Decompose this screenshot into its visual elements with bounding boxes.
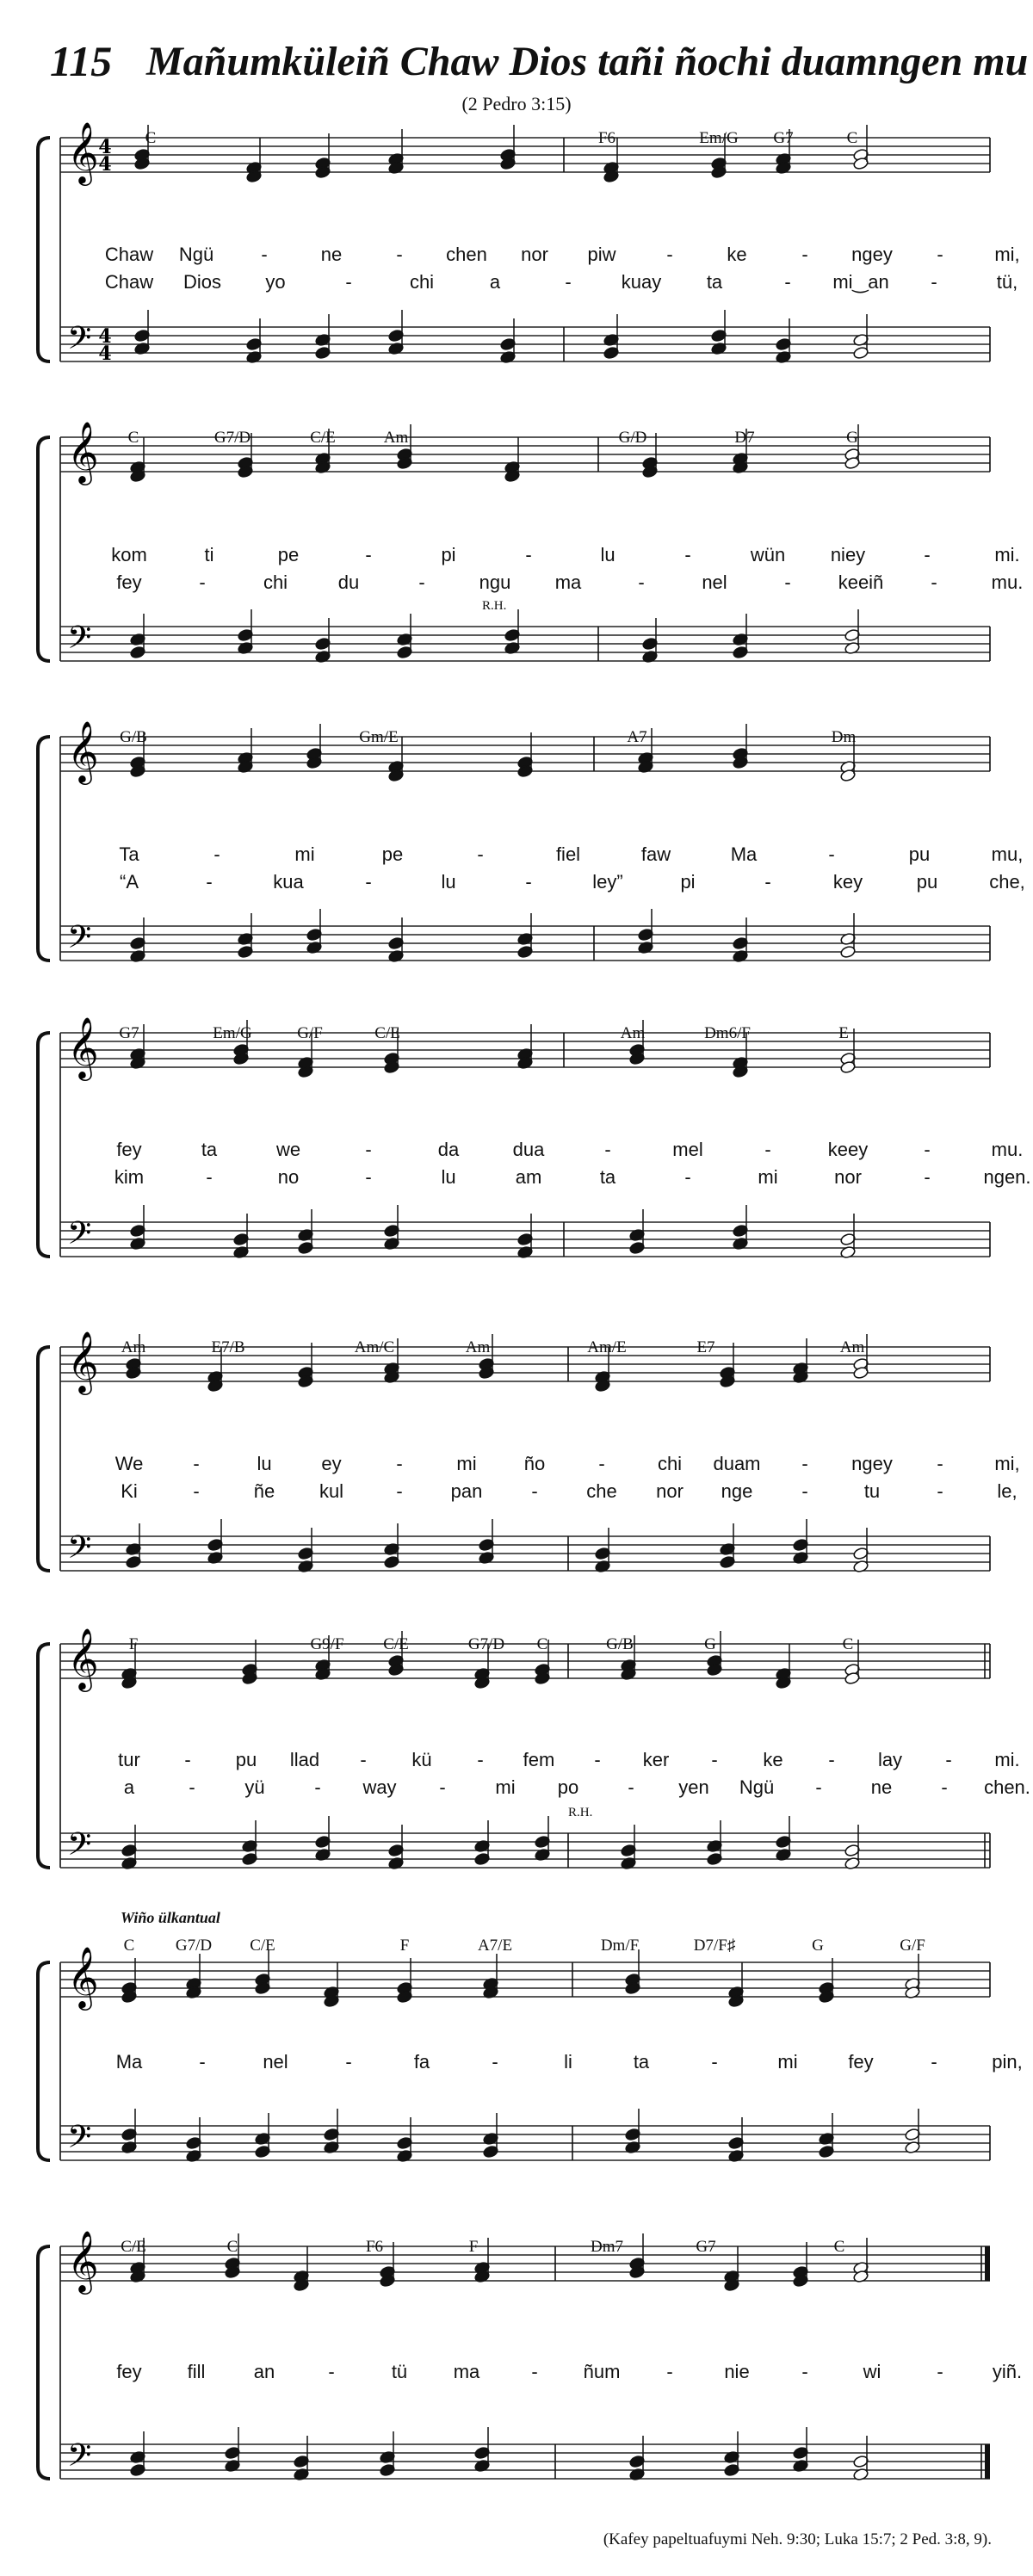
system-brace xyxy=(38,2246,50,2479)
chord-symbol: D7/F♯ xyxy=(693,1937,736,1955)
lyric-syllable: keeiñ xyxy=(838,571,884,593)
lyric-syllable: yiñ. xyxy=(992,2361,1023,2382)
intro-marking: Wiño ülkantual xyxy=(121,1909,220,1926)
chord-symbol: G xyxy=(846,429,858,447)
chord-symbol: C xyxy=(842,1635,854,1653)
lyric-syllable: - xyxy=(628,1776,634,1798)
lyric-syllable: - xyxy=(666,244,673,265)
footer-references: (Kafey papeltuafuymi Neh. 9:30; Luka 15:7; 2 Ped. 3:8, 9). xyxy=(603,2530,992,2548)
chord-symbol: G9/F xyxy=(310,1635,344,1653)
lyric-syllable: no xyxy=(277,1166,300,1188)
lyric-syllable: ma xyxy=(554,571,582,593)
lyric-syllable: - xyxy=(206,1166,213,1188)
lyric-syllable: Ki xyxy=(121,1480,138,1502)
lyric-syllable: ne xyxy=(320,244,343,265)
lyric-syllable: Dios xyxy=(182,271,222,293)
lyric-syllable: - xyxy=(531,1480,538,1502)
lyric-syllable: - xyxy=(314,1776,321,1798)
lyric-syllable: - xyxy=(206,871,213,893)
lyric-syllable: - xyxy=(365,544,372,565)
lyric-syllable: ngu xyxy=(479,571,511,593)
lyric-syllable: pe xyxy=(277,544,300,565)
lyric-syllable: - xyxy=(764,871,771,893)
lyric-syllable: ta xyxy=(633,2051,650,2073)
lyric-syllable: - xyxy=(828,843,835,865)
chord-symbol: E7 xyxy=(696,1338,715,1356)
lyric-syllable: - xyxy=(396,1480,403,1502)
lyric-syllable: mi xyxy=(495,1776,516,1798)
treble-clef-icon: 𝄞 xyxy=(67,1016,99,1078)
lyric-syllable: mi xyxy=(777,2051,798,2073)
lyric-syllable: chi xyxy=(657,1453,683,1474)
chord-symbol: G7 xyxy=(696,2238,716,2256)
lyric-syllable: ta xyxy=(599,1166,616,1188)
lyric-syllable: - xyxy=(565,271,572,293)
lyric-syllable: - xyxy=(684,544,691,565)
lyric-syllable: - xyxy=(184,1749,191,1770)
bass-clef-icon: 𝄢 xyxy=(67,620,92,664)
lyric-syllable: ño xyxy=(523,1453,546,1474)
lyric-syllable: lu xyxy=(257,1453,272,1474)
chord-symbol: G xyxy=(812,1937,824,1955)
lyric-syllable: - xyxy=(598,1453,605,1474)
chord-symbol: C/E xyxy=(310,429,336,447)
chord-symbol: G/F xyxy=(297,1024,323,1042)
lyric-syllable: ta xyxy=(706,271,723,293)
lyric-syllable: - xyxy=(924,544,931,565)
chord-symbol: C/E xyxy=(121,2238,146,2256)
lyric-syllable: Chaw xyxy=(104,271,154,293)
time-signature-bottom: 4 xyxy=(98,343,112,365)
lyric-syllable: ngey xyxy=(851,1453,893,1474)
lyric-syllable: - xyxy=(801,1453,808,1474)
lyric-syllable: - xyxy=(345,271,352,293)
chord-symbol: Em/G xyxy=(213,1024,252,1042)
lyric-syllable: key xyxy=(832,871,863,893)
bass-clef-icon: 𝄢 xyxy=(67,1215,92,1259)
lyric-syllable: nor xyxy=(656,1480,684,1502)
lyric-syllable: - xyxy=(711,2051,718,2073)
lyric-syllable: mi xyxy=(294,843,315,865)
lyric-syllable: Ma xyxy=(115,2051,143,2073)
lyric-syllable: lu xyxy=(600,544,615,565)
lyric-syllable: pu xyxy=(235,1749,257,1770)
lyric-syllable: - xyxy=(931,271,937,293)
lyric-syllable: an xyxy=(253,2361,275,2382)
lyric-syllable: - xyxy=(924,1166,931,1188)
lyric-syllable: chi xyxy=(263,571,288,593)
right-hand-marking: R.H. xyxy=(482,599,507,613)
lyric-syllable: - xyxy=(525,544,532,565)
bass-clef-icon: 𝄢 xyxy=(67,1529,92,1573)
lyric-syllable: pi xyxy=(441,544,456,565)
lyric-syllable: nor xyxy=(834,1166,862,1188)
chord-symbol: E7/B xyxy=(211,1338,245,1356)
lyric-syllable: pu xyxy=(908,843,931,865)
lyric-syllable: duam xyxy=(713,1453,761,1474)
chord-symbol: G7 xyxy=(773,129,794,147)
lyric-syllable: mu, xyxy=(991,843,1024,865)
lyric-syllable: - xyxy=(189,1776,195,1798)
bass-clef-icon: 𝄢 xyxy=(67,2437,92,2481)
lyric-syllable: mi, xyxy=(994,244,1020,265)
lyric-syllable: mu. xyxy=(991,571,1024,593)
chord-symbol: Gm/E xyxy=(359,728,399,746)
lyric-syllable: - xyxy=(945,1749,952,1770)
chord-symbol: G/F xyxy=(900,1937,925,1955)
lyric-syllable: fey xyxy=(848,2051,874,2073)
lyric-syllable: po xyxy=(557,1776,579,1798)
chord-symbol: G/B xyxy=(120,728,147,746)
lyric-syllable: - xyxy=(345,2051,352,2073)
lyric-syllable: pan xyxy=(450,1480,483,1502)
lyric-syllable: dua xyxy=(512,1139,545,1160)
chord-symbol: F6 xyxy=(597,129,616,147)
lyric-syllable: wi xyxy=(863,2361,881,2382)
lyric-syllable: ta xyxy=(201,1139,218,1160)
final-barline-thick xyxy=(985,2444,990,2479)
chord-symbol: G7 xyxy=(119,1024,139,1042)
lyric-syllable: am xyxy=(515,1166,542,1188)
bass-clef-icon: 𝄢 xyxy=(67,320,92,364)
lyric-syllable: kul xyxy=(319,1480,344,1502)
lyric-syllable: yen xyxy=(678,1776,709,1798)
lyric-syllable: - xyxy=(604,1139,611,1160)
lyric-syllable: le, xyxy=(997,1480,1018,1502)
time-signature-bottom: 4 xyxy=(98,153,112,176)
lyric-syllable: - xyxy=(594,1749,601,1770)
treble-clef-icon: 𝄞 xyxy=(67,720,99,782)
lyric-syllable: chi xyxy=(409,271,435,293)
lyric-syllable: Ngü xyxy=(178,244,214,265)
lyric-syllable: - xyxy=(801,2361,808,2382)
chord-symbol: G7/D xyxy=(175,1937,213,1955)
lyric-syllable: - xyxy=(937,2361,943,2382)
treble-clef-icon: 𝄞 xyxy=(67,1945,99,2008)
chord-symbol: C/E xyxy=(383,1635,409,1653)
scripture-reference: (2 Pedro 3:15) xyxy=(461,93,572,114)
lyric-syllable: - xyxy=(801,1480,808,1502)
lyric-syllable: kuay xyxy=(621,271,662,293)
chord-symbol: Am/E xyxy=(587,1338,627,1356)
lyric-syllable: - xyxy=(941,1776,948,1798)
lyric-syllable: kom xyxy=(111,544,147,565)
lyric-syllable: - xyxy=(199,2051,206,2073)
lyric-syllable: mi. xyxy=(994,1749,1020,1770)
lyric-syllable: pu xyxy=(916,871,938,893)
chord-symbol: G/D xyxy=(618,429,647,447)
lyric-syllable: li xyxy=(564,2051,572,2073)
lyric-syllable: ley” xyxy=(592,871,623,893)
chord-symbol: C xyxy=(846,129,858,147)
lyric-syllable: ker xyxy=(642,1749,670,1770)
chord-symbol: G xyxy=(704,1635,716,1653)
lyric-syllable: fey xyxy=(116,2361,142,2382)
lyric-syllable: - xyxy=(684,1166,691,1188)
lyric-syllable: pi xyxy=(680,871,696,893)
lyric-syllable: fiel xyxy=(555,843,581,865)
lyric-syllable: - xyxy=(666,2361,673,2382)
final-barline-thick xyxy=(985,2246,990,2281)
chord-symbol: Am xyxy=(121,1338,146,1356)
lyric-syllable: kü xyxy=(411,1749,432,1770)
chord-symbol: C xyxy=(833,2238,845,2256)
time-signature-top: 4 xyxy=(98,136,112,158)
chord-symbol: F xyxy=(128,1635,139,1653)
lyric-syllable: fa xyxy=(413,2051,430,2073)
hymn-number: 115 xyxy=(50,37,113,85)
chord-symbol: Am xyxy=(620,1024,646,1042)
lyric-syllable: - xyxy=(439,1776,446,1798)
lyric-syllable: - xyxy=(199,571,206,593)
treble-clef-icon: 𝄞 xyxy=(67,1627,99,1690)
lyric-syllable: wün xyxy=(750,544,786,565)
lyric-syllable: - xyxy=(418,571,425,593)
lyric-syllable: - xyxy=(711,1749,718,1770)
lyric-syllable: pin, xyxy=(992,2051,1023,2073)
lyric-syllable: - xyxy=(477,1749,484,1770)
chord-symbol: Em/G xyxy=(699,129,739,147)
lyric-syllable: che xyxy=(586,1480,617,1502)
lyric-syllable: Ta xyxy=(119,843,139,865)
lyric-syllable: - xyxy=(193,1453,200,1474)
time-signature-top: 4 xyxy=(98,325,112,348)
lyric-syllable: tü xyxy=(391,2361,408,2382)
lyric-syllable: che, xyxy=(989,871,1025,893)
lyric-syllable: - xyxy=(477,843,484,865)
chord-symbol: Dm xyxy=(831,728,857,746)
lyric-syllable: ngen. xyxy=(983,1166,1031,1188)
lyric-syllable: mi xyxy=(758,1166,778,1188)
lyric-syllable: - xyxy=(924,1139,931,1160)
lyric-syllable: ke xyxy=(727,244,747,265)
chord-symbol: C xyxy=(226,2238,238,2256)
lyric-syllable: - xyxy=(828,1749,835,1770)
lyric-syllable: keey xyxy=(827,1139,869,1160)
lyric-syllable: a xyxy=(123,1776,135,1798)
lyric-syllable: - xyxy=(931,2051,937,2073)
chord-symbol: C/E xyxy=(374,1024,400,1042)
lyric-syllable: nie xyxy=(724,2361,750,2382)
lyric-syllable: - xyxy=(937,1453,943,1474)
lyric-syllable: tur xyxy=(118,1749,140,1770)
lyric-syllable: llad xyxy=(289,1749,320,1770)
chord-symbol: Dm7 xyxy=(591,2238,623,2256)
lyric-syllable: - xyxy=(531,2361,538,2382)
lyric-syllable: a xyxy=(489,271,501,293)
chord-symbol: C/E xyxy=(250,1937,275,1955)
lyric-syllable: kim xyxy=(114,1166,145,1188)
lyric-syllable: da xyxy=(437,1139,460,1160)
chord-symbol: Am xyxy=(839,1338,865,1356)
lyric-syllable: tü, xyxy=(996,271,1018,293)
lyric-syllable: du xyxy=(337,571,360,593)
lyric-syllable: - xyxy=(365,871,372,893)
lyric-syllable: - xyxy=(784,571,791,593)
right-hand-marking: R.H. xyxy=(568,1806,593,1819)
chord-symbol: F6 xyxy=(365,2238,384,2256)
treble-clef-icon: 𝄞 xyxy=(67,1330,99,1393)
chord-symbol: C xyxy=(127,429,139,447)
lyric-syllable: ey xyxy=(321,1453,342,1474)
chord-symbol: C xyxy=(536,1635,548,1653)
lyric-syllable: mi‿an xyxy=(832,271,889,293)
lyric-syllable: - xyxy=(396,244,403,265)
lyric-syllable: - xyxy=(815,1776,822,1798)
chord-symbol: Am/C xyxy=(354,1338,395,1356)
lyric-syllable: - xyxy=(784,271,791,293)
lyric-syllable: Chaw xyxy=(104,244,154,265)
chord-symbol: F xyxy=(399,1937,410,1955)
lyric-syllable: - xyxy=(365,1139,372,1160)
chord-symbol: G/B xyxy=(606,1635,634,1653)
lyric-syllable: mi. xyxy=(994,544,1020,565)
lyric-syllable: - xyxy=(931,571,937,593)
lyric-syllable: - xyxy=(492,2051,498,2073)
chord-symbol: C xyxy=(123,1937,135,1955)
chord-symbol: D7 xyxy=(734,429,755,447)
lyric-syllable: ke xyxy=(763,1749,783,1770)
lyric-syllable: ñe xyxy=(253,1480,275,1502)
lyric-syllable: mi xyxy=(456,1453,477,1474)
hymn-title: Mañumküleiñ Chaw Dios tañi ñochi duamngen mu xyxy=(146,39,1029,84)
lyric-syllable: nor xyxy=(521,244,548,265)
lyric-syllable: kua xyxy=(273,871,304,893)
chord-symbol: Dm/F xyxy=(600,1937,640,1955)
lyric-syllable: - xyxy=(213,843,220,865)
lyric-syllable: - xyxy=(937,1480,943,1502)
lyric-syllable: - xyxy=(328,2361,335,2382)
lyric-syllable: We xyxy=(114,1453,144,1474)
lyric-syllable: - xyxy=(365,1166,372,1188)
lyric-syllable: - xyxy=(638,571,645,593)
lyric-syllable: tu xyxy=(863,1480,881,1502)
bass-clef-icon: 𝄢 xyxy=(67,919,92,963)
chord-symbol: E xyxy=(838,1024,849,1042)
lyric-syllable: fey xyxy=(116,1139,142,1160)
treble-clef-icon: 𝄞 xyxy=(67,2229,99,2292)
lyric-syllable: chen xyxy=(446,244,487,265)
lyric-syllable: mu. xyxy=(991,1139,1024,1160)
lyric-syllable: nel xyxy=(702,571,727,593)
bass-clef-icon: 𝄢 xyxy=(67,1826,92,1870)
chord-symbol: A7/E xyxy=(477,1937,513,1955)
treble-clef-icon: 𝄞 xyxy=(67,120,99,183)
lyric-syllable: nel xyxy=(263,2051,288,2073)
chord-symbol: Dm6/F xyxy=(704,1024,751,1042)
bass-clef-icon: 𝄢 xyxy=(67,2119,92,2163)
lyric-syllable: - xyxy=(937,244,943,265)
chord-symbol: G7/D xyxy=(213,429,251,447)
treble-clef-icon: 𝄞 xyxy=(67,420,99,483)
lyric-syllable: fey xyxy=(116,571,142,593)
lyric-syllable: ma xyxy=(453,2361,480,2382)
lyric-syllable: niey xyxy=(830,544,866,565)
lyric-syllable: “A xyxy=(120,871,139,893)
lyric-syllable: mel xyxy=(672,1139,703,1160)
lyric-syllable: lu xyxy=(441,871,456,893)
lyric-syllable: - xyxy=(193,1480,200,1502)
lyric-syllable: nge xyxy=(721,1480,753,1502)
lyric-syllable: fem xyxy=(523,1749,555,1770)
chord-symbol: G7/D xyxy=(467,1635,505,1653)
lyric-syllable: - xyxy=(525,871,532,893)
lyric-syllable: ñum xyxy=(583,2361,621,2382)
lyric-syllable: chen. xyxy=(984,1776,1030,1798)
lyric-syllable: mi, xyxy=(994,1453,1020,1474)
lyric-syllable: faw xyxy=(640,843,671,865)
chord-symbol: C xyxy=(145,129,157,147)
lyric-syllable: - xyxy=(396,1453,403,1474)
lyric-syllable: lu xyxy=(441,1166,456,1188)
lyric-syllable: we xyxy=(275,1139,301,1160)
lyric-syllable: - xyxy=(360,1749,367,1770)
lyric-syllable: yo xyxy=(265,271,286,293)
lyric-syllable: way xyxy=(362,1776,397,1798)
chord-symbol: F xyxy=(468,2238,479,2256)
chord-symbol: Am xyxy=(465,1338,491,1356)
lyric-syllable: - xyxy=(261,244,268,265)
chord-symbol: A7 xyxy=(627,728,647,746)
lyric-syllable: Ma xyxy=(730,843,758,865)
lyric-syllable: piw xyxy=(587,244,616,265)
lyric-syllable: ngey xyxy=(851,244,893,265)
lyric-syllable: lay xyxy=(877,1749,903,1770)
lyric-syllable: ne xyxy=(870,1776,893,1798)
lyric-syllable: pe xyxy=(381,843,404,865)
chord-symbol: Am xyxy=(383,429,409,447)
lyric-syllable: ti xyxy=(204,544,214,565)
lyric-syllable: yü xyxy=(244,1776,265,1798)
lyric-syllable: fill xyxy=(187,2361,206,2382)
lyric-syllable: - xyxy=(801,244,808,265)
lyric-syllable: Ngü xyxy=(739,1776,775,1798)
lyric-syllable: - xyxy=(764,1139,771,1160)
